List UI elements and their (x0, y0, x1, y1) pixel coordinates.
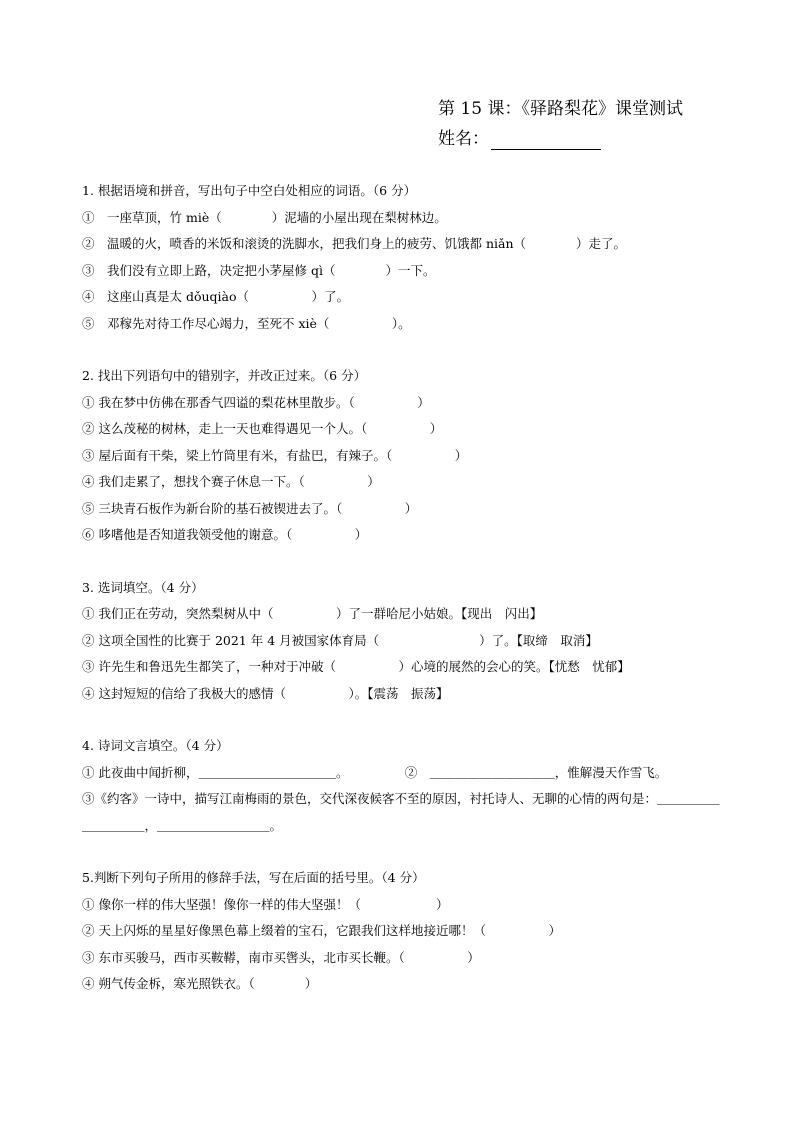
question-item: ② 这么茂秘的树林，走上一天也难得遇见一个人。（ ） (82, 421, 443, 436)
question-item: ⑥ 哆嗜他是否知道我领受他的谢意。（ ） (82, 527, 368, 542)
question-1 (82, 178, 722, 337)
question-3 (82, 575, 722, 708)
question-heading: 2. 找出下列语句中的错别字，并改正过来。（6 分） (82, 368, 367, 383)
question-item: ① 此夜曲中闻折柳，＿＿＿＿＿＿＿＿＿＿＿。 ② ＿＿＿＿＿＿＿＿＿＿，惟解漫天作雪飞。 (82, 764, 668, 780)
question-item: ③ 我们没有立即上路，决定把小茅屋修 qì（ ）一下。 (82, 262, 436, 278)
question-item: ④ 我们走累了，想找个赛子休息一下。（ ） (82, 474, 380, 489)
question-item: ③ 东市买骏马，西市买鞍鞯，南市买辔头，北市买长鞭。（ ） (82, 949, 480, 965)
question-item: ④ 朔气传金柝，寒光照铁衣。（ ） (82, 976, 318, 991)
question-item: ① 像你一样的伟大坚强！像你一样的伟大坚强！（ ） (82, 896, 449, 912)
question-heading: 5.判断下列句子所用的修辞手法，写在后面的括号里。（4 分） (82, 870, 425, 885)
question-item: ② 温暖的火，喷香的米饭和滚烫的洗脚水，把我们身上的疲劳、饥饿都 niǎn（ ）走了。 (82, 236, 627, 251)
question-item: ① 一座草顶，竹 miè（ ）泥墙的小屋出现在梨树林边。 (82, 209, 447, 225)
question-item: ④ 这座山真是太 dǒuqiào（ ）了。 (82, 289, 350, 304)
question-5 (82, 865, 722, 998)
question-item: ① 我们正在劳动，突然梨树从中（ ）了一群哈尼小姑娘。【现出 闪出】 (82, 606, 543, 621)
question-item: ② 天上闪烁的星星好像黑色幕上缀着的宝石，它跟我们这样地接近哪！（ ） (82, 923, 561, 938)
question-heading: 3. 选词填空。（4 分） (82, 579, 204, 595)
question-item: ③ 许先生和鲁迅先生都笑了，一种对于冲破（ ）心境的展然的会心的笑。【忧愁 忧郁】 (82, 659, 630, 674)
question-4 (82, 733, 722, 839)
question-heading: 1. 根据语境和拼音，写出句子中空白处相应的词语。（6 分） (82, 183, 417, 198)
question-item: ⑤ 邓稼先对待工作尽心竭力，至死不 xiè（ ）。 (82, 315, 411, 331)
question-2 (82, 363, 722, 549)
question-item: ⑤ 三块青石板作为新台阶的基石被锲进去了。（ ） (82, 500, 418, 516)
question-item: ② 这项全国性的比赛于 2021 年 4 月被国家体育局（ ）了。【取缔 取消】 (82, 632, 598, 648)
question-item: ③ 屋后面有干柴，梁上竹筒里有米，有盐巴，有辣子。（ ） (82, 447, 468, 463)
question-item: ① 我在梦中仿佛在那香气四谥的梨花林里散步。（ ） (82, 394, 430, 410)
question-item: ④ 这封短短的信给了我极大的感情（ ）。【震荡 振荡】 (82, 685, 449, 701)
student-name-line (438, 128, 601, 150)
question-item: ③《约客》一诗中，描写江南梅雨的景色，交代深夜候客不至的原因，衬托诗人、无聊的心情的两句是：＿＿＿＿＿＿＿＿＿＿，＿＿＿＿＿＿＿＿＿。 (82, 791, 720, 833)
name-label: 姓名： (438, 129, 489, 149)
name-blank-field[interactable] (491, 132, 601, 150)
worksheet-content (82, 178, 722, 1024)
question-heading: 4. 诗词文言填空。（4 分） (82, 738, 229, 753)
page-title: 第 15 课：《驿路梨花》课堂测试 (438, 99, 683, 119)
